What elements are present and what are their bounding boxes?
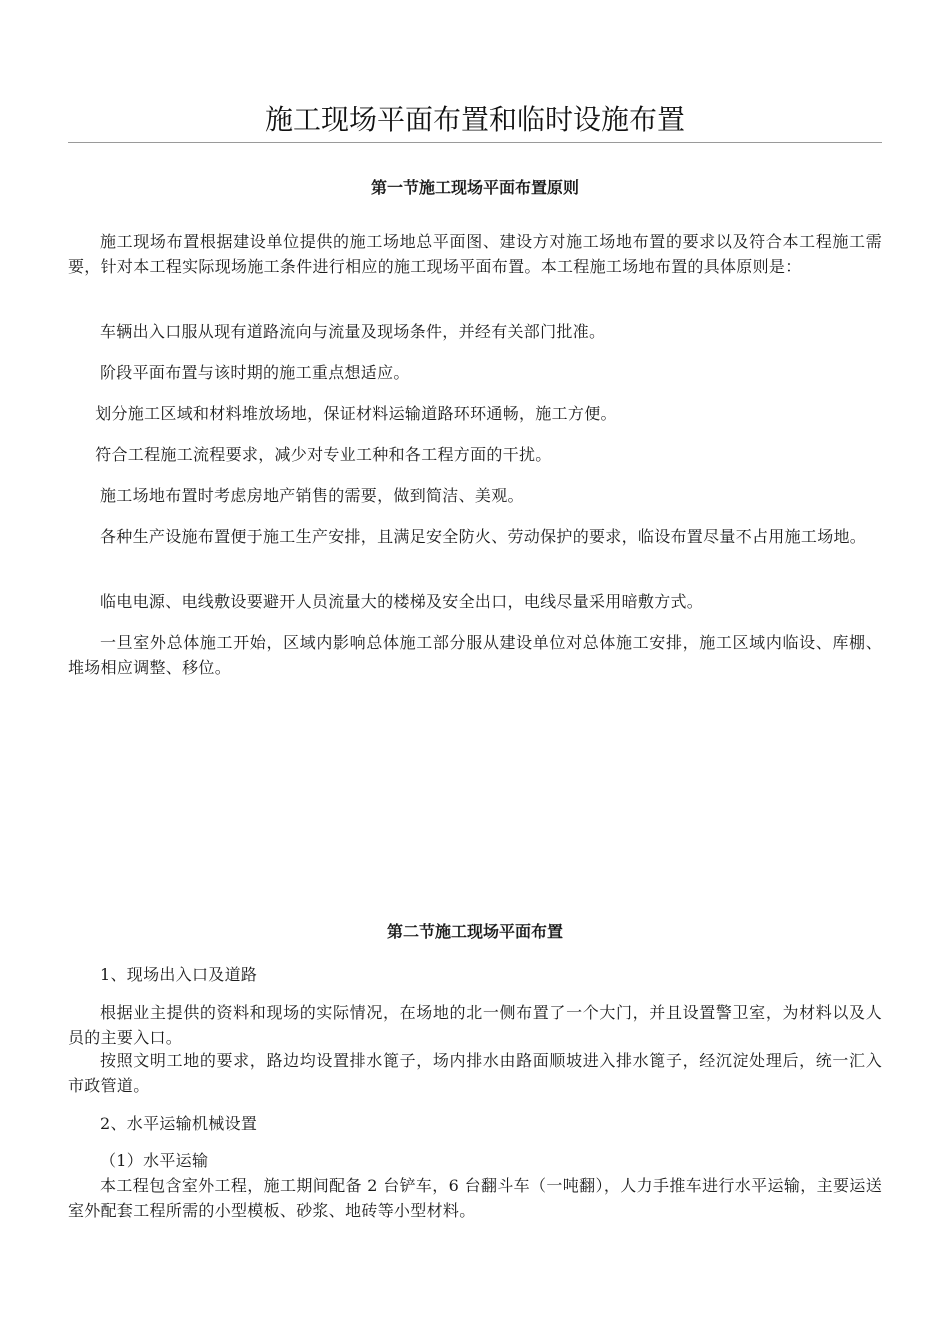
section-2-paragraph: （1）水平运输 [100, 1151, 209, 1170]
page-title: 施工现场平面布置和临时设施布置 [264, 103, 685, 136]
section-2-paragraph: 2、水平运输机械设置 [100, 1114, 258, 1133]
section-1-paragraph: 一旦室外总体施工开始，区域内影响总体施工部分服从建设单位对总体施工安排，施工区域内临设、库棚、堆场相应调整、移位。 [68, 633, 882, 677]
section-2-paragraph: 根据业主提供的资料和现场的实际情况，在场地的北一侧布置了一个大门，并且设置警卫室，为材料以及人员的主要入口。 [68, 1003, 882, 1047]
section-2-paragraph: 本工程包含室外工程，施工期间配备 2 台铲车，6 台翻斗车（一吨翻），人力手推车进行水平运输，主要运送室外配套工程所需的小型模板、砂浆、地砖等小型材料。 [68, 1176, 882, 1220]
section-2-paragraph: 1、现场出入口及道路 [100, 965, 258, 984]
section-1-heading: 第一节施工现场平面布置原则 [370, 178, 579, 197]
section-1-paragraph: 阶段平面布置与该时期的施工重点想适应。 [100, 363, 410, 382]
section-2-heading: 第二节施工现场平面布置 [386, 922, 563, 941]
title-divider [68, 142, 882, 143]
section-1-paragraph: 符合工程施工流程要求，减少对专业工种和各工程方面的干扰。 [95, 445, 552, 464]
section-1-paragraph: 施工现场布置根据建设单位提供的施工场地总平面图、建设方对施工场地布置的要求以及符合本工程施工需要，针对本工程实际现场施工条件进行相应的施工现场平面布置。本工程施工场地布置的具体原则是： [68, 232, 882, 276]
section-1-paragraph: 车辆出入口服从现有道路流向与流量及现场条件，并经有关部门批准。 [100, 322, 606, 341]
section-1-paragraph: 临电电源、电线敷设要避开人员流量大的楼梯及安全出口，电线尽量采用暗敷方式。 [100, 592, 704, 611]
section-2-paragraph: 按照文明工地的要求，路边均设置排水篦子，场内排水由路面顺坡进入排水篦子，经沉淀处理后，统一汇入市政管道。 [68, 1051, 882, 1095]
section-1-paragraph: 各种生产设施布置便于施工生产安排，且满足安全防火、劳动保护的要求，临设布置尽量不占用施工场地。 [100, 527, 867, 546]
section-1-paragraph: 划分施工区域和材料堆放场地，保证材料运输道路环环通畅，施工方便。 [95, 404, 617, 423]
section-1-paragraph: 施工场地布置时考虑房地产销售的需要，做到简洁、美观。 [100, 486, 524, 505]
